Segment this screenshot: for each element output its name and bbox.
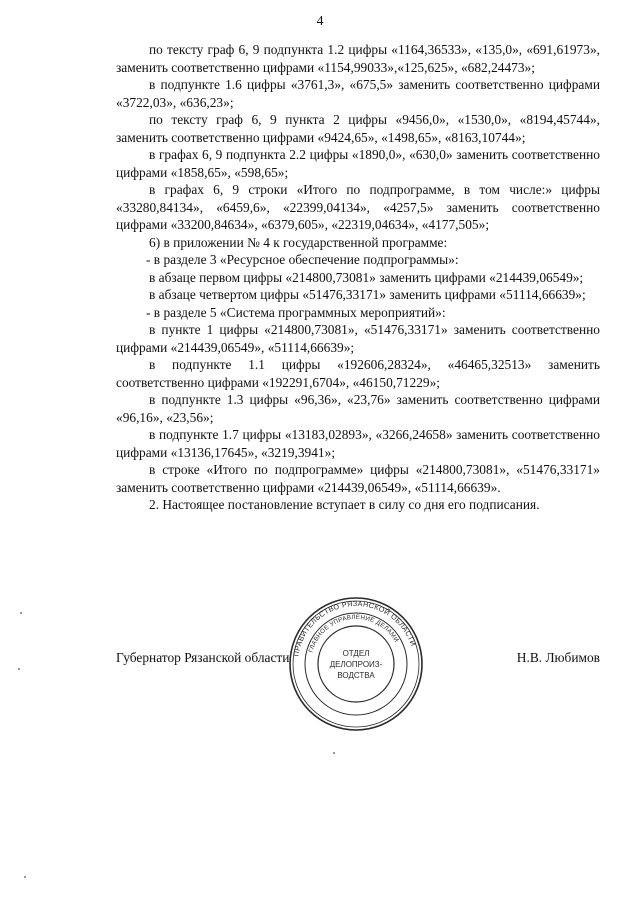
paragraph: по тексту граф 6, 9 подпункта 1.2 цифры «1164,36533», «135,0», «691,61973», заменить соответственно цифрами «1154,99033»,«125,625», «682,24473»;: [116, 42, 600, 75]
paragraph: в графах 6, 9 подпункта 2.2 цифры «1890,0», «630,0» заменить соответственно цифрами «1858,65», «598,65»;: [116, 147, 600, 180]
paragraph: в подпункте 1.7 цифры «13183,02893», «3266,24658» заменить соответственно цифрами «13136,17645», «3219,3941»;: [116, 427, 600, 460]
section-heading: - в разделе 3 «Ресурсное обеспечение подпрограммы»:: [146, 252, 459, 267]
scan-speck: [18, 668, 20, 670]
page-number: 4: [316, 14, 324, 29]
paragraph: в подпункте 1.1 цифры «192606,28324», «46465,32513» заменить соответственно цифрами «192291,6704», «46150,71229»;: [116, 357, 600, 390]
stamp-center-line: ВОДСТВА: [337, 671, 375, 680]
paragraph: в подпункте 1.3 цифры «96,36», «23,76» заменить соответственно цифрами «96,16», «23,56»;: [116, 392, 600, 425]
stamp-inner-text: ГЛАВНОЕ УПРАВЛЕНИЕ ДЕЛАМИ: [307, 613, 400, 654]
official-stamp: [286, 594, 426, 734]
paragraph: в абзаце четвертом цифры «51476,33171» заменить цифрами «51114,66639»;: [149, 287, 586, 302]
stamp-outer-text: ПРАВИТЕЛЬСТВО РЯЗАНСКОЙ ОБЛАСТИ: [291, 598, 419, 658]
document-body: [116, 41, 600, 514]
paragraph: в абзаце первом цифры «214800,73081» заменить цифрами «214439,06549»;: [149, 269, 584, 285]
paragraph: в графах 6, 9 строки «Итого по подпрограмме, в том числе:» цифры «33280,84134», «6459,6», «22399,04134», «4257,5» заменить соответственно цифрами «33200,84634», «6379,605», «22319,04634», «4177,505»;: [116, 182, 600, 232]
signatory-title: Губернатор Рязанской области: [116, 650, 290, 665]
paragraph: по тексту граф 6, 9 пункта 2 цифры «9456,0», «1530,0», «8194,45744», заменить соответственно цифрами «9424,65», «1498,65», «8163,10744»;: [116, 112, 600, 145]
scan-speck: [24, 876, 26, 878]
signatory-name: Н.В. Любимов: [516, 650, 600, 665]
scan-speck: [20, 612, 22, 614]
paragraph: в пункте 1 цифры «214800,73081», «51476,33171» заменить соответственно цифрами «214439,06549», «51114,66639»;: [116, 322, 600, 355]
closing-paragraph: 2. Настоящее постановление вступает в силу со дня его подписания.: [149, 497, 540, 512]
paragraph: в подпункте 1.6 цифры «3761,3», «675,5» заменить соответственно цифрами «3722,03», «636,23»;: [116, 77, 600, 110]
paragraph: в строке «Итого по подпрограмме» цифры «214800,73081», «51476,33171» заменить соответственно цифрами «214439,06549», «51114,66639».: [116, 462, 600, 495]
list-item-heading: 6) в приложении № 4 к государственной программе:: [149, 234, 448, 250]
section-heading: - в разделе 5 «Система программных мероприятий»:: [146, 304, 446, 320]
stamp-center-line: ДЕЛОПРОИЗ-: [329, 660, 383, 669]
stamp-center-line: ОТДЕЛ: [342, 649, 370, 658]
scan-speck: [333, 752, 335, 754]
